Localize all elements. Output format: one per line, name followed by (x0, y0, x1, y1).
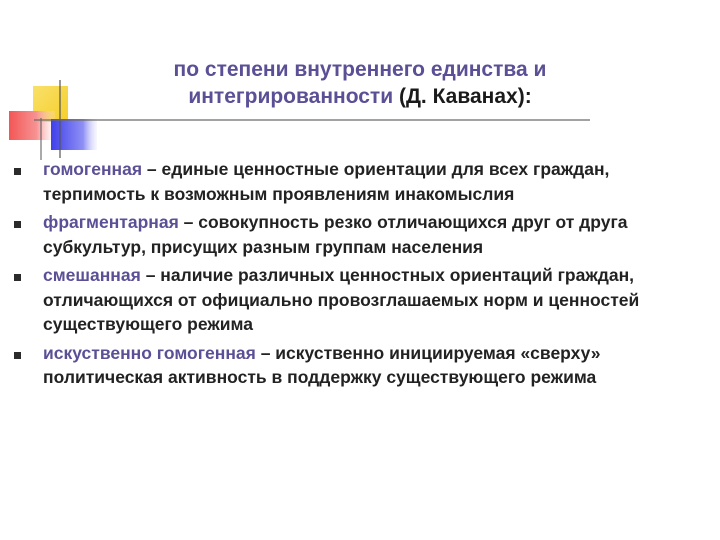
deco-blue-bar (51, 119, 97, 150)
square-bullet-icon (14, 274, 21, 281)
item-term: искуственно гомогенная (43, 342, 256, 363)
item-text: – единые ценностные ориентации для всех граждан, терпимость к возможным проявлениям инакомыслия (43, 159, 610, 204)
square-bullet-icon (14, 168, 21, 175)
classification-list (14, 157, 714, 394)
item-term: гомогенная (43, 159, 143, 179)
square-bullet-icon (14, 221, 21, 228)
title-line2: интегрированности (188, 85, 394, 108)
list-item-fragmentary (14, 210, 714, 259)
square-bullet-icon (14, 352, 21, 359)
item-text: – наличие различных ценностных ориентаций граждан, отличающихся от официально провозглашаемых норм и ценностей существующего режима (43, 265, 640, 334)
list-item-artificially-homogeneous (14, 341, 714, 390)
item-text: – искуственно инициируемая «сверху» политическая активность в поддержку существующего режима (43, 342, 601, 387)
title-line1: по степени внутреннего единства и (173, 58, 547, 81)
item-term: фрагментарная (43, 212, 179, 232)
list-item-mixed (14, 263, 714, 337)
title-author: (Д. Каванах): (398, 85, 532, 108)
slide-title (120, 56, 600, 110)
list-item-homogeneous (14, 157, 714, 206)
item-term: смешанная (43, 265, 141, 285)
deco-red-bar (9, 111, 55, 140)
item-text: – совокупность резко отличающихся друг от друга субкультур, присущих разным группам населения (43, 212, 628, 257)
